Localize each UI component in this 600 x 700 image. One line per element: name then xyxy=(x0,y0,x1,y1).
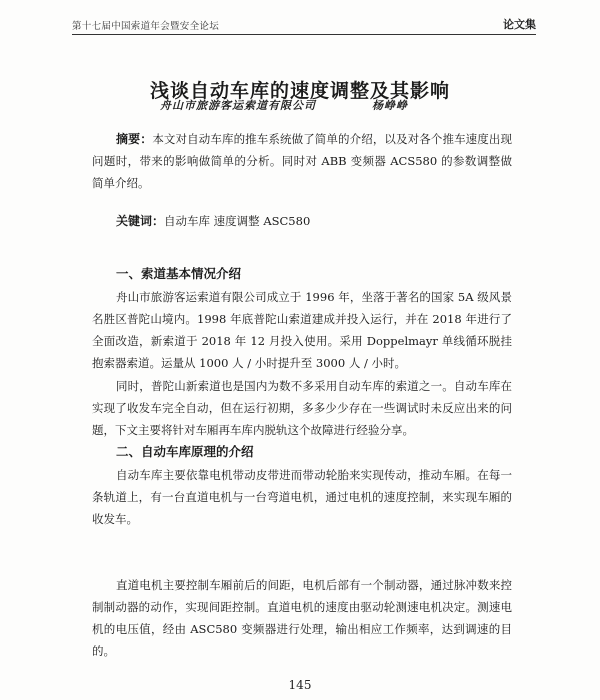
header-divider xyxy=(72,34,536,35)
author-organization: 舟山市旅游客运索道有限公司 xyxy=(160,99,316,112)
keywords-label: 关键词： xyxy=(116,214,165,228)
paragraph-text: 舟山市旅游客运索道有限公司成立于 1996 年，坐落于著名的国家 5A 级风景名胜区普陀山境内。1998 年底普陀山索道建成并投入运行，并在 2018 年进行了全面改造，新索道于 2018 年 12 月投入使用。采用 Doppelmayr 单线循环脱挂抱索器索道。运量从 1000 人 / 小时提升至 3000 人 / 小时。 xyxy=(92,290,512,370)
page-number: 145 xyxy=(288,678,312,692)
article-title: 浅谈自动车库的速度调整及其影响 xyxy=(149,80,450,102)
paragraph-text: 同时，普陀山新索道也是国内为数不多采用自动车库的索道之一。自动车库在实现了收发车完全自动，但在运行初期，多多少少存在一些调试时未反应出来的问题，下文主要将针对车厢再车库内脱轨这个故障进行经验分享。 xyxy=(92,379,512,437)
paragraph-text: 自动车库主要依靠电机带动皮带进而带动轮胎来实现传动，推动车厢。在每一条轨道上，有一台直道电机与一台弯道电机，通过电机的速度控制，来实现车厢的收发车。 xyxy=(92,468,512,526)
section-heading-1: 一、索道基本情况介绍 xyxy=(116,266,242,281)
abstract-text: 本文对自动车库的推车系统做了简单的介绍，以及对各个推车速度出现问题时，带来的影响做简单的分析。同时对 ABB 变频器 ACS580 的参数调整做简单介绍。 xyxy=(92,132,512,190)
section-2-paragraph-2 xyxy=(92,574,512,662)
abstract-block xyxy=(92,128,512,194)
keywords-block xyxy=(92,210,512,232)
running-header xyxy=(72,14,536,34)
author-name: 杨峥峥 xyxy=(372,99,408,112)
keywords-text: 自动车库 速度调整 ASC580 xyxy=(164,214,311,228)
section-1-paragraph-2 xyxy=(92,375,512,441)
section-heading-2: 二、自动车库原理的介绍 xyxy=(116,444,254,459)
section-1-paragraph-1 xyxy=(92,286,512,374)
header-conference-name: 第十七届中国索道年会暨安全论坛 xyxy=(72,21,220,32)
section-2-paragraph-1 xyxy=(92,464,512,530)
header-section-label: 论文集 xyxy=(503,18,536,31)
paragraph-text: 直道电机主要控制车厢前后的间距，电机后部有一个制动器，通过脉冲数来控制制动器的动作，实现间距控制。直道电机的速度由驱动轮测速电机决定。测速电机的电压值，经由 ASC580 变频器进行处理，输出相应工作频率，达到调速的目的。 xyxy=(92,578,512,658)
abstract-label: 摘要： xyxy=(116,132,153,146)
